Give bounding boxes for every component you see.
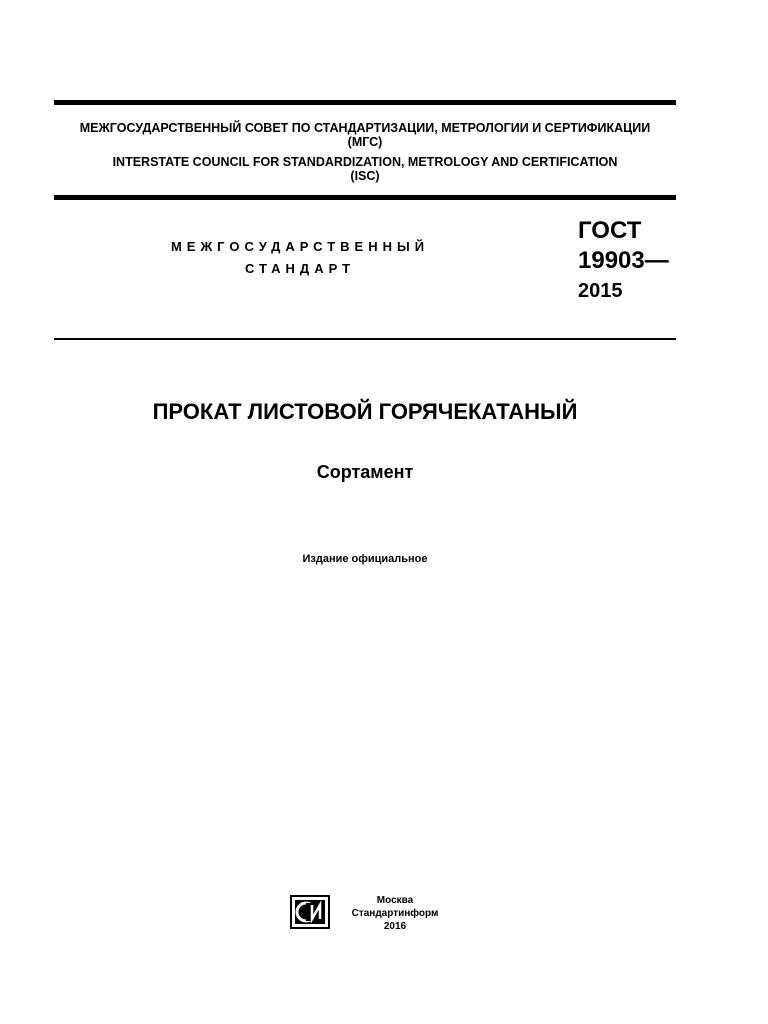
council-abbr-ru: (МГС) [347, 135, 383, 149]
council-name-ru: МЕЖГОСУДАРСТВЕННЫЙ СОВЕТ ПО СТАНДАРТИЗАЦИИ, МЕТРОЛОГИИ И СЕРТИФИКАЦИИ [79, 121, 651, 135]
publisher-year: 2016 [383, 921, 407, 932]
publisher-block [340, 894, 450, 933]
standartinform-logo-icon [290, 895, 330, 929]
council-header [54, 121, 676, 183]
gost-number: 19903— [578, 247, 669, 274]
standard-type [110, 236, 490, 280]
edition-note: Издание официальное [302, 553, 428, 565]
publisher-name: Стандартинформ [351, 908, 439, 919]
gost-year: 2015 [578, 280, 623, 302]
council-abbr-en: (ISC) [350, 169, 380, 183]
gost-code: ГОСТ [578, 217, 642, 244]
council-name-en: INTERSTATE COUNCIL FOR STANDARDIZATION, METROLOGY AND CERTIFICATION [112, 155, 618, 169]
document-subtitle: Сортамент [316, 462, 414, 482]
document-title: ПРОКАТ ЛИСТОВОЙ ГОРЯЧЕКАТАНЫЙ [152, 399, 578, 424]
publisher-city: Москва [376, 895, 414, 906]
standard-type-line2: СТАНДАРТ [244, 261, 356, 276]
standard-type-line1: МЕЖГОСУДАРСТВЕННЫЙ [170, 239, 430, 254]
gost-designation [578, 216, 669, 306]
top-rule [54, 100, 676, 105]
header-bottom-rule [54, 338, 676, 340]
council-bottom-rule [54, 195, 676, 200]
